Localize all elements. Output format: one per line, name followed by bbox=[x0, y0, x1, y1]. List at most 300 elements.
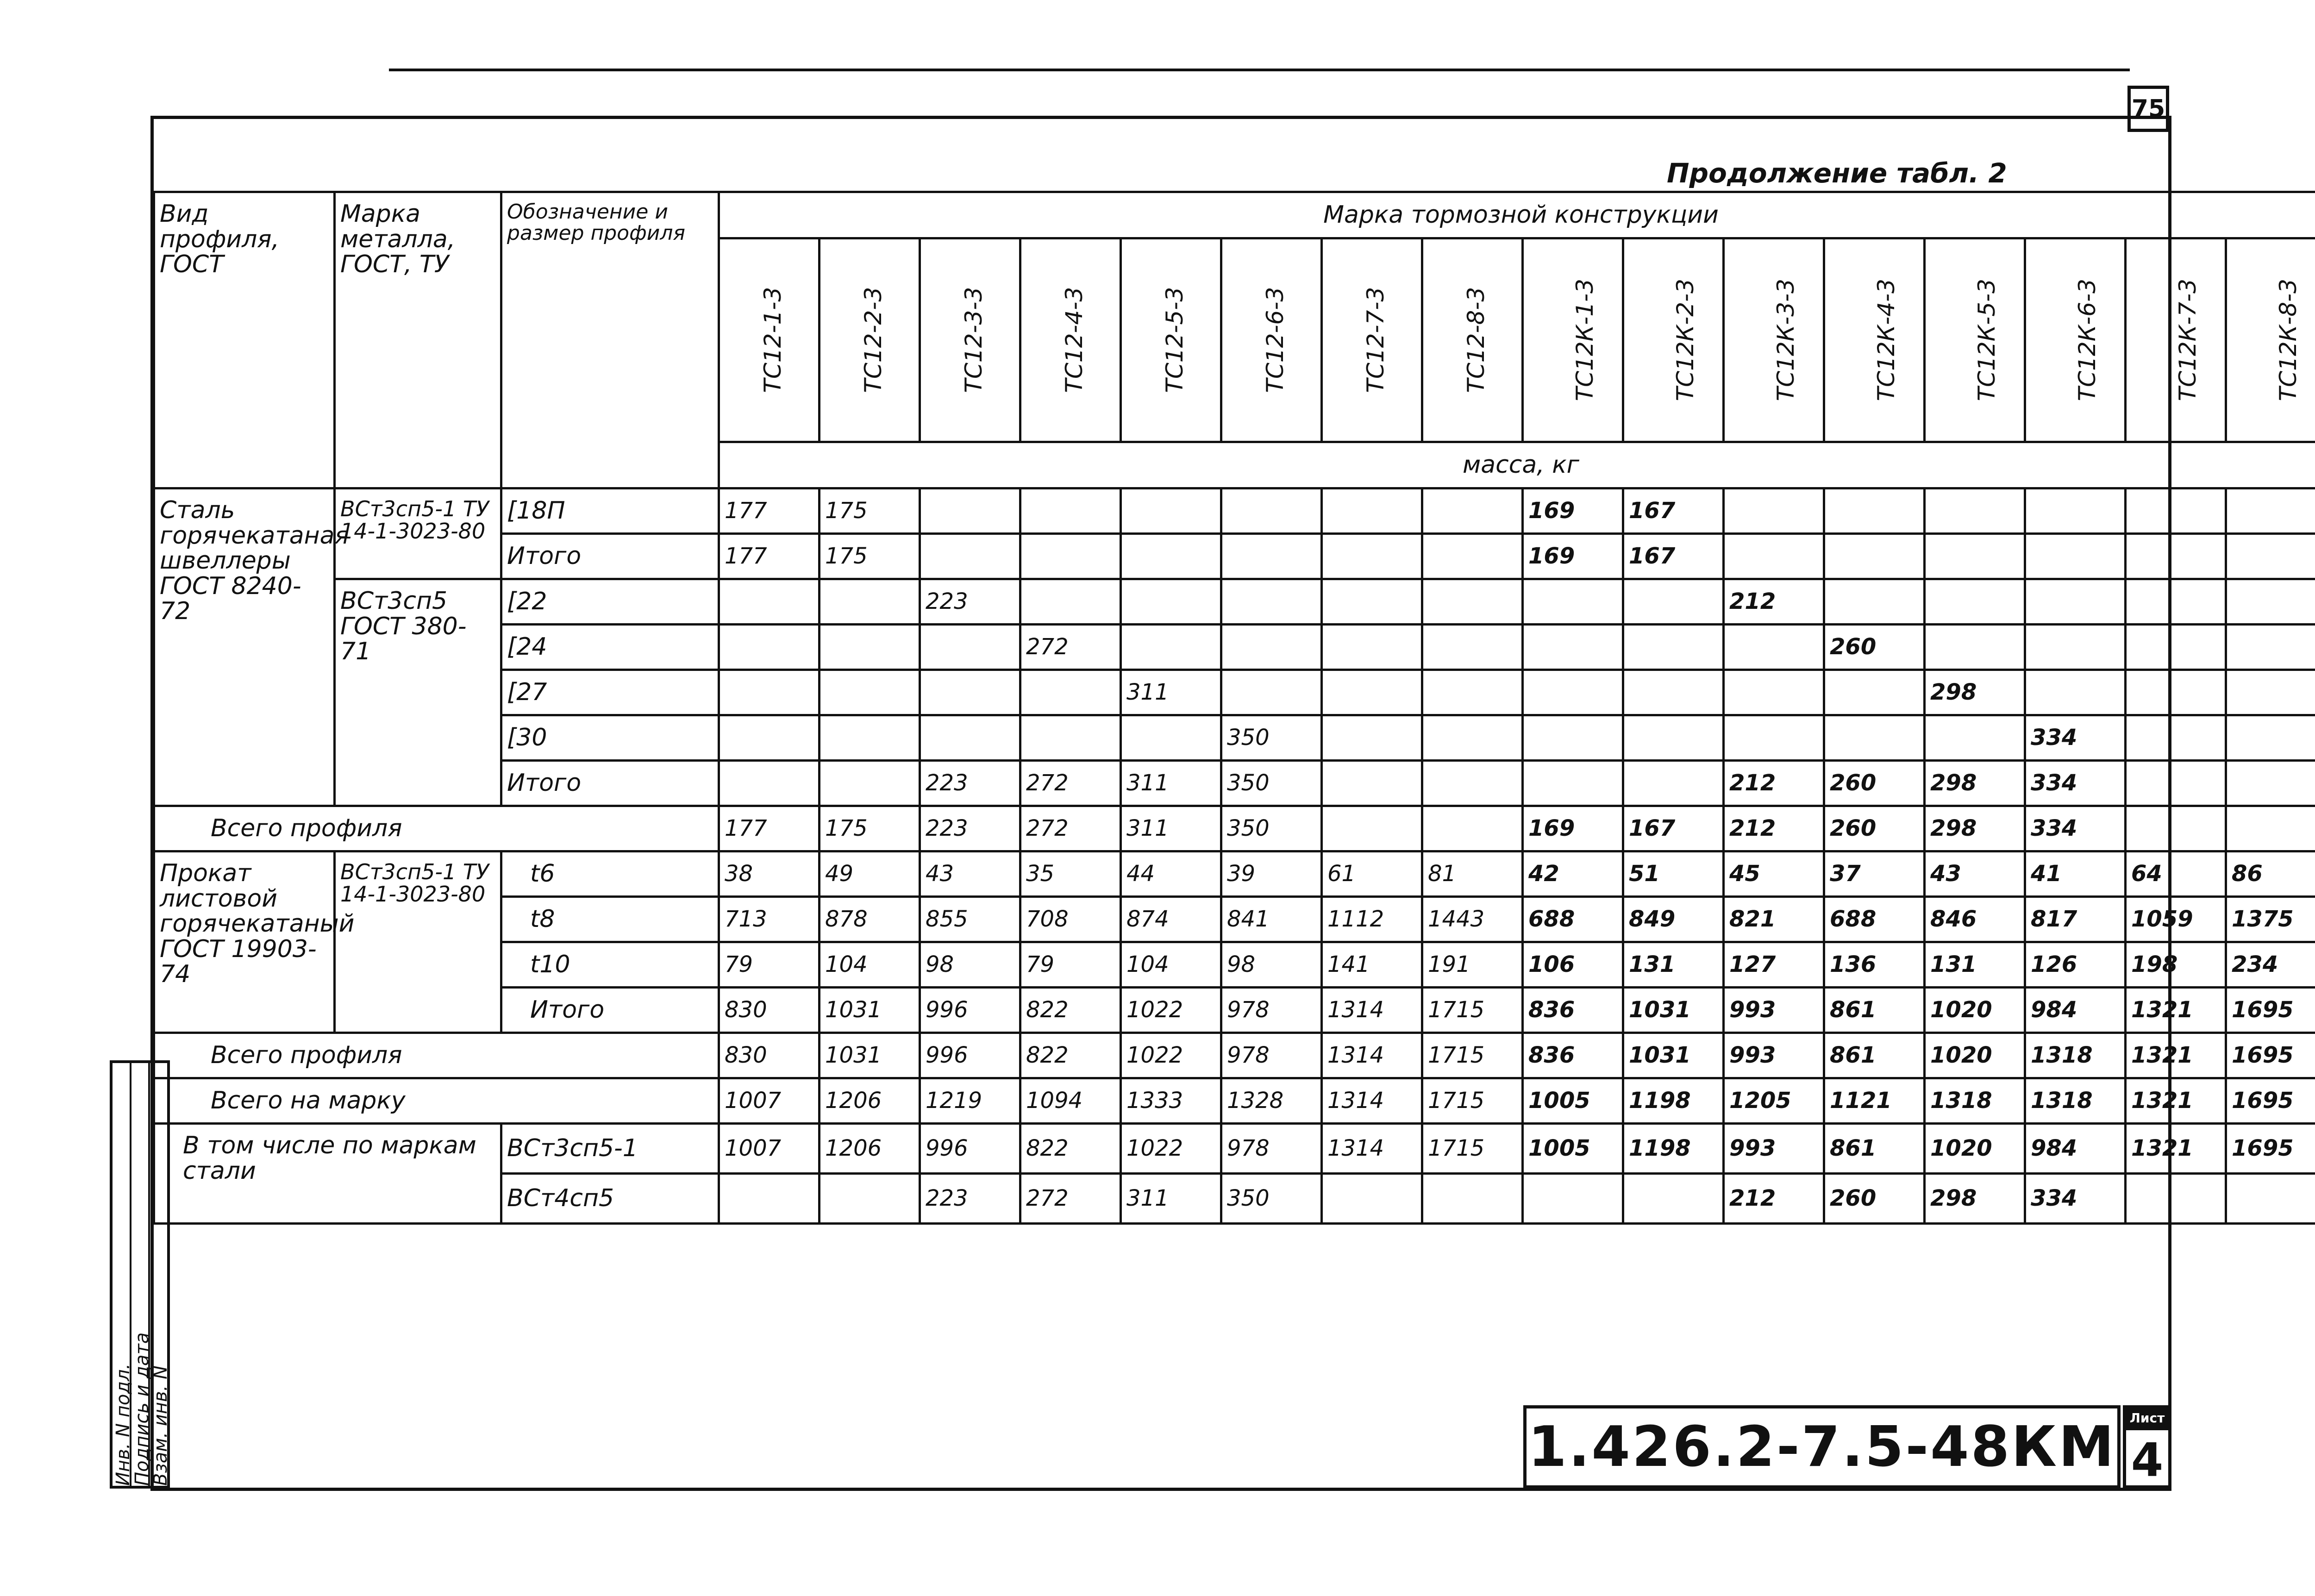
brand-header-cell bbox=[719, 238, 820, 442]
side-stamp-label: Взам. инв. N bbox=[150, 1365, 172, 1486]
mass-value-cell bbox=[1422, 670, 1523, 715]
mass-value-cell: 688 bbox=[1523, 897, 1623, 942]
mass-value-cell: 1321 bbox=[2126, 1033, 2226, 1078]
mass-value-cell bbox=[2025, 579, 2126, 625]
mass-value-cell: 234 bbox=[2226, 942, 2315, 988]
mass-value-cell: 38 bbox=[719, 851, 820, 897]
mass-value-cell: 260 bbox=[1824, 806, 1925, 851]
mass-value-cell: 1022 bbox=[1121, 1124, 1221, 1174]
mass-value-cell: 1031 bbox=[1623, 988, 1724, 1033]
mass-value-cell: 1022 bbox=[1121, 988, 1221, 1033]
mass-value-cell: 1321 bbox=[2126, 1124, 2226, 1174]
mass-value-cell: 1715 bbox=[1422, 988, 1523, 1033]
mass-value-cell: 1020 bbox=[1925, 1124, 2025, 1174]
mass-value-cell bbox=[1020, 579, 1121, 625]
mass-value-cell: 996 bbox=[920, 1124, 1020, 1174]
brand-header-label: ТС12-3-3 bbox=[960, 287, 988, 393]
mass-value-cell: 1031 bbox=[820, 1033, 920, 1078]
brand-header-cell bbox=[820, 238, 920, 442]
mass-value-cell bbox=[2025, 488, 2126, 534]
mass-value-cell: 836 bbox=[1523, 1033, 1623, 1078]
side-stamp-label: Инв. N подл. bbox=[113, 1363, 134, 1486]
mass-value-cell: 334 bbox=[2025, 715, 2126, 761]
mass-value-cell: 1094 bbox=[1020, 1078, 1121, 1124]
mass-value-cell: 1198 bbox=[1623, 1124, 1724, 1174]
mass-value-cell: 212 bbox=[1724, 761, 1824, 806]
mass-value-cell bbox=[1623, 670, 1724, 715]
mass-value-cell: 713 bbox=[719, 897, 820, 942]
mass-value-cell: 861 bbox=[1824, 988, 1925, 1033]
mass-value-cell bbox=[1121, 488, 1221, 534]
document-number: 1.426.2-7.5-48КМ bbox=[1523, 1405, 2121, 1489]
mass-value-cell bbox=[1824, 579, 1925, 625]
mass-value-cell: 1314 bbox=[1322, 1078, 1422, 1124]
mass-value-cell: 37 bbox=[1824, 851, 1925, 897]
mass-value-cell: 822 bbox=[1020, 1124, 1121, 1174]
brand-header-label: ТС12-6-3 bbox=[1262, 287, 1289, 393]
mass-value-cell: 1020 bbox=[1925, 988, 2025, 1033]
mass-value-cell: 1333 bbox=[1121, 1078, 1221, 1124]
mass-value-cell: 978 bbox=[1221, 1124, 1322, 1174]
mass-value-cell bbox=[1322, 579, 1422, 625]
mass-value-cell: 1715 bbox=[1422, 1078, 1523, 1124]
mass-value-cell bbox=[1322, 715, 1422, 761]
mass-value-cell bbox=[1121, 534, 1221, 579]
col-profile-type-header: Вид профиля, ГОСТ bbox=[154, 192, 335, 488]
brand-header-label: ТС12К-1-3 bbox=[1571, 279, 1598, 401]
mass-value-cell: 1318 bbox=[2025, 1033, 2126, 1078]
mass-value-cell: 43 bbox=[920, 851, 1020, 897]
mass-value-cell: 993 bbox=[1724, 988, 1824, 1033]
mass-value-cell: 167 bbox=[1623, 488, 1724, 534]
mass-value-cell bbox=[1422, 579, 1523, 625]
mass-value-cell: 1318 bbox=[1925, 1078, 2025, 1124]
mass-value-cell bbox=[1221, 534, 1322, 579]
mass-value-cell bbox=[1724, 625, 1824, 670]
mass-value-cell: 836 bbox=[1523, 988, 1623, 1033]
brand-header-label: ТС12-5-3 bbox=[1161, 287, 1189, 393]
brand-header-cell bbox=[1523, 238, 1623, 442]
mass-value-cell: 1375 bbox=[2226, 897, 2315, 942]
brand-header-cell bbox=[1020, 238, 1121, 442]
brand-header-label: ТС12-8-3 bbox=[1463, 287, 1490, 393]
brand-header-cell bbox=[1824, 238, 1925, 442]
mass-value-cell: 978 bbox=[1221, 1033, 1322, 1078]
mass-value-cell: 1443 bbox=[1422, 897, 1523, 942]
mass-value-cell bbox=[1121, 579, 1221, 625]
mass-value-cell bbox=[1422, 625, 1523, 670]
mass-value-cell: 223 bbox=[920, 761, 1020, 806]
mass-value-cell: 1121 bbox=[1824, 1078, 1925, 1124]
mass-value-cell bbox=[2025, 670, 2126, 715]
profile-type-cell: Прокат листовой горячекатаный ГОСТ 19903-74 bbox=[154, 851, 335, 1033]
mass-value-cell: 298 bbox=[1925, 806, 2025, 851]
mass-value-cell bbox=[1925, 715, 2025, 761]
mass-value-cell bbox=[2025, 625, 2126, 670]
mass-value-cell: 1031 bbox=[1623, 1033, 1724, 1078]
mass-value-cell: 1059 bbox=[2126, 897, 2226, 942]
steel-grade-cell: ВСт3сп5-1 bbox=[501, 1124, 719, 1174]
side-stamp-col bbox=[113, 1063, 134, 1486]
mass-value-cell: 104 bbox=[1121, 942, 1221, 988]
designation-cell: [30 bbox=[501, 715, 719, 761]
brand-header-cell bbox=[2025, 238, 2126, 442]
mass-value-cell: 212 bbox=[1724, 579, 1824, 625]
mass-value-cell: 131 bbox=[1925, 942, 2025, 988]
brand-header-cell bbox=[1724, 238, 1824, 442]
brand-header-label: ТС12К-6-3 bbox=[2073, 279, 2101, 401]
mass-value-cell bbox=[1322, 625, 1422, 670]
mass-value-cell: 45 bbox=[1724, 851, 1824, 897]
mass-value-cell: 49 bbox=[820, 851, 920, 897]
mass-value-cell bbox=[2226, 806, 2315, 851]
mass-value-cell bbox=[1824, 488, 1925, 534]
designation-cell: t6 bbox=[501, 851, 719, 897]
mass-value-cell: 272 bbox=[1020, 625, 1121, 670]
mass-value-cell: 1715 bbox=[1422, 1124, 1523, 1174]
mass-value-cell bbox=[1623, 715, 1724, 761]
mass-value-cell: 849 bbox=[1623, 897, 1724, 942]
mass-value-cell: 98 bbox=[920, 942, 1020, 988]
mass-value-cell bbox=[1322, 761, 1422, 806]
mass-value-cell bbox=[1422, 488, 1523, 534]
mass-value-cell: 212 bbox=[1724, 806, 1824, 851]
mass-value-cell: 1328 bbox=[1221, 1078, 1322, 1124]
total-profile-label: Всего профиля bbox=[154, 1033, 719, 1078]
brand-header-cell bbox=[2226, 238, 2315, 442]
col-designation-header: Обозначение и размер профиля bbox=[501, 192, 719, 488]
mass-value-cell bbox=[920, 715, 1020, 761]
mass-value-cell: 64 bbox=[2126, 851, 2226, 897]
mass-value-cell: 1321 bbox=[2126, 988, 2226, 1033]
mass-value-cell: 334 bbox=[2025, 761, 2126, 806]
mass-value-cell: 79 bbox=[719, 942, 820, 988]
mass-value-cell: 350 bbox=[1221, 761, 1322, 806]
page-number: 75 bbox=[2127, 86, 2169, 132]
designation-cell: Итого bbox=[501, 761, 719, 806]
mass-value-cell bbox=[2126, 488, 2226, 534]
total-profile-label: Всего профиля bbox=[154, 806, 719, 851]
mass-value-cell bbox=[1322, 534, 1422, 579]
by-steel-label: В том числе по маркам стали bbox=[154, 1124, 501, 1224]
mass-value-cell: 841 bbox=[1221, 897, 1322, 942]
mass-value-cell bbox=[2126, 579, 2226, 625]
mass-value-cell: 311 bbox=[1121, 1174, 1221, 1224]
mass-value-cell bbox=[1925, 625, 2025, 670]
mass-value-cell: 43 bbox=[1925, 851, 2025, 897]
mass-value-cell: 177 bbox=[719, 488, 820, 534]
mass-value-cell: 1695 bbox=[2226, 988, 2315, 1033]
mass-value-cell: 846 bbox=[1925, 897, 2025, 942]
mass-value-cell bbox=[820, 761, 920, 806]
brand-header-label: ТС12-2-3 bbox=[860, 287, 887, 393]
mass-value-cell: 169 bbox=[1523, 488, 1623, 534]
brand-header-label: ТС12-7-3 bbox=[1362, 287, 1389, 393]
brand-header-label: ТС12К-4-3 bbox=[1872, 279, 1900, 401]
mass-value-cell bbox=[2226, 670, 2315, 715]
brand-header-label: ТС12К-7-3 bbox=[2174, 279, 2201, 401]
mass-value-cell: 350 bbox=[1221, 1174, 1322, 1224]
mass-value-cell bbox=[1322, 1174, 1422, 1224]
mass-value-cell bbox=[719, 625, 820, 670]
mass-value-cell: 350 bbox=[1221, 715, 1322, 761]
mass-value-cell bbox=[2226, 715, 2315, 761]
mass-value-cell bbox=[2025, 534, 2126, 579]
brand-header-cell bbox=[1422, 238, 1523, 442]
mass-table bbox=[153, 191, 2315, 1225]
mass-value-cell: 993 bbox=[1724, 1124, 1824, 1174]
mass-value-cell bbox=[2226, 579, 2315, 625]
mass-value-cell: 1005 bbox=[1523, 1078, 1623, 1124]
mass-value-cell: 1314 bbox=[1322, 1124, 1422, 1174]
mass-value-cell: 874 bbox=[1121, 897, 1221, 942]
mass-value-cell: 1112 bbox=[1322, 897, 1422, 942]
mass-value-cell: 1205 bbox=[1724, 1078, 1824, 1124]
mass-value-cell: 688 bbox=[1824, 897, 1925, 942]
brand-header-label: ТС12-4-3 bbox=[1061, 287, 1088, 393]
mass-value-cell bbox=[1422, 1174, 1523, 1224]
mass-value-cell: 198 bbox=[2126, 942, 2226, 988]
mass-value-cell bbox=[1824, 534, 1925, 579]
mass-value-cell: 167 bbox=[1623, 534, 1724, 579]
mass-value-cell bbox=[1523, 579, 1623, 625]
mass-value-cell: 127 bbox=[1724, 942, 1824, 988]
mass-value-cell bbox=[719, 761, 820, 806]
mass-value-cell: 98 bbox=[1221, 942, 1322, 988]
mass-value-cell bbox=[2226, 761, 2315, 806]
mass-value-cell bbox=[1925, 534, 2025, 579]
mass-value-cell: 311 bbox=[1121, 761, 1221, 806]
mass-value-cell: 223 bbox=[920, 1174, 1020, 1224]
designation-cell: t8 bbox=[501, 897, 719, 942]
mass-value-cell: 39 bbox=[1221, 851, 1322, 897]
mass-value-cell bbox=[1925, 579, 2025, 625]
mass-value-cell bbox=[1221, 670, 1322, 715]
mass-value-cell bbox=[820, 1174, 920, 1224]
mass-value-cell bbox=[1322, 670, 1422, 715]
mass-value-cell bbox=[1121, 715, 1221, 761]
col-metal-grade-header: Марка металла, ГОСТ, ТУ bbox=[335, 192, 501, 488]
mass-value-cell: 42 bbox=[1523, 851, 1623, 897]
brake-structure-header: Марка тормозной конструкции bbox=[719, 192, 2315, 238]
mass-value-cell bbox=[2226, 488, 2315, 534]
mass-value-cell: 1314 bbox=[1322, 988, 1422, 1033]
mass-unit-header: масса, кг bbox=[719, 442, 2315, 488]
mass-value-cell: 822 bbox=[1020, 988, 1121, 1033]
mass-value-cell: 878 bbox=[820, 897, 920, 942]
mass-value-cell: 175 bbox=[820, 488, 920, 534]
mass-value-cell: 830 bbox=[719, 988, 820, 1033]
brand-header-cell bbox=[1221, 238, 1322, 442]
brand-header-cell bbox=[1121, 238, 1221, 442]
designation-cell: [22 bbox=[501, 579, 719, 625]
mass-value-cell bbox=[1020, 715, 1121, 761]
side-stamp-label: Подпись и дата bbox=[131, 1332, 153, 1486]
brand-header-cell bbox=[920, 238, 1020, 442]
mass-value-cell: 136 bbox=[1824, 942, 1925, 988]
mass-value-cell: 79 bbox=[1020, 942, 1121, 988]
mass-value-cell: 311 bbox=[1121, 670, 1221, 715]
mass-value-cell bbox=[2126, 715, 2226, 761]
mass-value-cell: 817 bbox=[2025, 897, 2126, 942]
mass-value-cell: 272 bbox=[1020, 761, 1121, 806]
mass-value-cell bbox=[1623, 579, 1724, 625]
mass-value-cell: 1318 bbox=[2025, 1078, 2126, 1124]
mass-value-cell: 978 bbox=[1221, 988, 1322, 1033]
designation-cell: [27 bbox=[501, 670, 719, 715]
mass-value-cell: 1206 bbox=[820, 1078, 920, 1124]
mass-value-cell: 35 bbox=[1020, 851, 1121, 897]
mass-value-cell: 81 bbox=[1422, 851, 1523, 897]
mass-value-cell bbox=[2226, 625, 2315, 670]
mass-value-cell: 861 bbox=[1824, 1033, 1925, 1078]
brand-header-label: ТС12-1-3 bbox=[759, 287, 787, 393]
mass-value-cell: 350 bbox=[1221, 806, 1322, 851]
mass-value-cell bbox=[920, 670, 1020, 715]
mass-value-cell bbox=[719, 715, 820, 761]
brand-header-cell bbox=[1623, 238, 1724, 442]
mass-value-cell: 272 bbox=[1020, 806, 1121, 851]
mass-value-cell bbox=[1322, 806, 1422, 851]
mass-value-cell: 1020 bbox=[1925, 1033, 2025, 1078]
mass-value-cell bbox=[1121, 625, 1221, 670]
mass-value-cell: 191 bbox=[1422, 942, 1523, 988]
designation-cell: t10 bbox=[501, 942, 719, 988]
mass-value-cell bbox=[1020, 670, 1121, 715]
mass-value-cell bbox=[1020, 534, 1121, 579]
mass-value-cell bbox=[2126, 534, 2226, 579]
sheet-box bbox=[2123, 1405, 2171, 1489]
mass-value-cell: 708 bbox=[1020, 897, 1121, 942]
brand-header-cell bbox=[2126, 238, 2226, 442]
brand-header-cell bbox=[1322, 238, 1422, 442]
mass-value-cell bbox=[1925, 488, 2025, 534]
mass-value-cell: 223 bbox=[920, 579, 1020, 625]
mass-value-cell bbox=[2226, 1174, 2315, 1224]
mass-value-cell bbox=[1020, 488, 1121, 534]
mass-value-cell: 86 bbox=[2226, 851, 2315, 897]
mass-value-cell: 1005 bbox=[1523, 1124, 1623, 1174]
brand-header-cell bbox=[1925, 238, 2025, 442]
total-brand-label: Всего на марку bbox=[154, 1078, 719, 1124]
mass-value-cell bbox=[820, 579, 920, 625]
mass-value-cell: 1198 bbox=[1623, 1078, 1724, 1124]
mass-value-cell bbox=[719, 670, 820, 715]
mass-value-cell: 212 bbox=[1724, 1174, 1824, 1224]
mass-value-cell bbox=[1724, 670, 1824, 715]
mass-value-cell: 298 bbox=[1925, 1174, 2025, 1224]
brand-header-label: ТС12К-3-3 bbox=[1772, 279, 1799, 401]
mass-value-cell bbox=[1221, 488, 1322, 534]
mass-value-cell bbox=[1422, 715, 1523, 761]
mass-value-cell: 861 bbox=[1824, 1124, 1925, 1174]
side-stamp-col bbox=[150, 1063, 172, 1486]
mass-value-cell: 141 bbox=[1322, 942, 1422, 988]
mass-value-cell: 1695 bbox=[2226, 1124, 2315, 1174]
brand-header-label: ТС12К-5-3 bbox=[1973, 279, 2000, 401]
mass-value-cell: 311 bbox=[1121, 806, 1221, 851]
mass-value-cell bbox=[2126, 806, 2226, 851]
mass-value-cell: 260 bbox=[1824, 625, 1925, 670]
mass-value-cell bbox=[1623, 761, 1724, 806]
mass-value-cell: 996 bbox=[920, 988, 1020, 1033]
mass-value-cell bbox=[1221, 579, 1322, 625]
mass-value-cell: 984 bbox=[2025, 1124, 2126, 1174]
mass-value-cell bbox=[820, 625, 920, 670]
mass-value-cell: 131 bbox=[1623, 942, 1724, 988]
mass-value-cell bbox=[1724, 534, 1824, 579]
mass-value-cell bbox=[2126, 1174, 2226, 1224]
mass-value-cell: 169 bbox=[1523, 534, 1623, 579]
mass-value-cell bbox=[920, 488, 1020, 534]
mass-value-cell bbox=[1523, 1174, 1623, 1224]
designation-cell: [24 bbox=[501, 625, 719, 670]
mass-value-cell: 334 bbox=[2025, 806, 2126, 851]
mass-value-cell bbox=[1422, 761, 1523, 806]
mass-value-cell: 1022 bbox=[1121, 1033, 1221, 1078]
profile-type-cell: Сталь горячекатаная швеллеры ГОСТ 8240-72 bbox=[154, 488, 335, 806]
mass-value-cell: 260 bbox=[1824, 1174, 1925, 1224]
mass-value-cell: 61 bbox=[1322, 851, 1422, 897]
mass-value-cell bbox=[1221, 625, 1322, 670]
mass-value-cell: 1007 bbox=[719, 1124, 820, 1174]
mass-value-cell bbox=[1523, 715, 1623, 761]
mass-value-cell bbox=[1623, 1174, 1724, 1224]
mass-value-cell bbox=[1724, 715, 1824, 761]
mass-value-cell: 334 bbox=[2025, 1174, 2126, 1224]
mass-value-cell: 1695 bbox=[2226, 1078, 2315, 1124]
mass-value-cell: 821 bbox=[1724, 897, 1824, 942]
mass-value-cell bbox=[820, 670, 920, 715]
continuation-title: Продолжение табл. 2 bbox=[1667, 157, 2007, 189]
designation-cell: [18П bbox=[501, 488, 719, 534]
mass-value-cell bbox=[1523, 625, 1623, 670]
mass-value-cell: 1715 bbox=[1422, 1033, 1523, 1078]
mass-value-cell: 106 bbox=[1523, 942, 1623, 988]
mass-value-cell: 104 bbox=[820, 942, 920, 988]
mass-value-cell bbox=[820, 715, 920, 761]
mass-value-cell: 996 bbox=[920, 1033, 1020, 1078]
mass-value-cell: 260 bbox=[1824, 761, 1925, 806]
mass-value-cell: 272 bbox=[1020, 1174, 1121, 1224]
mass-value-cell: 167 bbox=[1623, 806, 1724, 851]
mass-value-cell: 822 bbox=[1020, 1033, 1121, 1078]
side-stamp-col bbox=[131, 1063, 153, 1486]
mass-value-cell: 175 bbox=[820, 806, 920, 851]
mass-value-cell bbox=[1824, 670, 1925, 715]
top-rule bbox=[389, 69, 2130, 71]
mass-value-cell: 44 bbox=[1121, 851, 1221, 897]
mass-value-cell bbox=[719, 1174, 820, 1224]
mass-value-cell bbox=[1724, 488, 1824, 534]
mass-value-cell: 1695 bbox=[2226, 1033, 2315, 1078]
mass-value-cell: 830 bbox=[719, 1033, 820, 1078]
mass-value-cell: 1219 bbox=[920, 1078, 1020, 1124]
mass-value-cell bbox=[1623, 625, 1724, 670]
brand-header-label: ТС12К-2-3 bbox=[1671, 279, 1699, 401]
sheet-number: 4 bbox=[2131, 1433, 2164, 1487]
mass-value-cell: 51 bbox=[1623, 851, 1724, 897]
mass-value-cell bbox=[920, 625, 1020, 670]
mass-value-cell: 1031 bbox=[820, 988, 920, 1033]
mass-value-cell: 1206 bbox=[820, 1124, 920, 1174]
mass-value-cell bbox=[1322, 488, 1422, 534]
mass-value-cell bbox=[1523, 670, 1623, 715]
mass-value-cell bbox=[920, 534, 1020, 579]
mass-value-cell: 298 bbox=[1925, 670, 2025, 715]
mass-value-cell: 984 bbox=[2025, 988, 2126, 1033]
mass-value-cell: 1314 bbox=[1322, 1033, 1422, 1078]
